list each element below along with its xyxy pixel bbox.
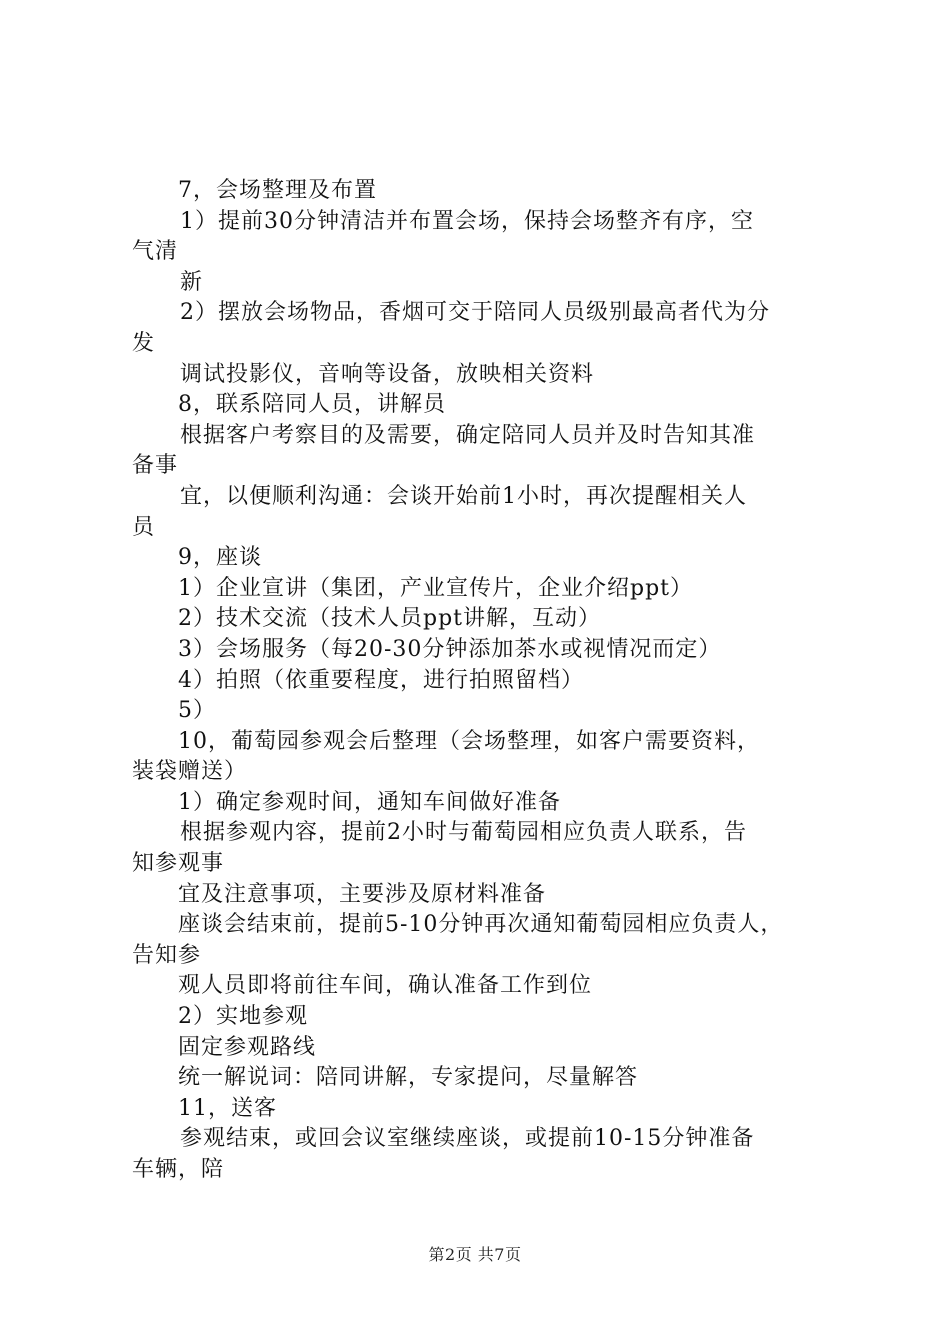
text-line: 观人员即将前往车间，确认准备工作到位 (178, 973, 593, 999)
text-line: 备事 (132, 453, 179, 479)
text-line: 2）实地参观 (178, 1004, 308, 1030)
text-line: 参观结束，或回会议室继续座谈，或提前10-15分钟准备 (180, 1126, 755, 1152)
text-line: 1）确定参观时间，通知车间做好准备 (178, 789, 561, 815)
text-line: 2）摆放会场物品，香烟可交于陪同人员级别最高者代为分 (180, 300, 770, 326)
text-line: 9，座谈 (178, 545, 262, 571)
text-line: 新 (180, 269, 204, 295)
text-line: 宜，以便顺利沟通：会谈开始前1小时，再次提醒相关人 (180, 483, 747, 509)
text-line: 装袋赠送） (132, 759, 248, 785)
text-line: 1）企业宣讲（集团，产业宣传片，企业介绍ppt） (178, 575, 694, 601)
text-line: 7，会场整理及布置 (178, 178, 377, 203)
text-line: 11，送客 (178, 1095, 277, 1121)
text-line: 告知参 (132, 942, 202, 968)
text-line: 8，联系陪同人员，讲解员 (178, 392, 446, 418)
text-line: 1）提前30分钟清洁并布置会场，保持会场整齐有序，空 (180, 208, 754, 234)
text-line: 固定参观路线 (178, 1034, 317, 1060)
page-footer: 第2页 共7页 (428, 1245, 522, 1264)
text-line: 发 (132, 330, 156, 356)
text-line: 座谈会结束前，提前5-10分钟再次通知葡萄园相应负责人， (178, 912, 784, 938)
text-line: 10，葡萄园参观会后整理（会场整理，如客户需要资料， (178, 728, 760, 754)
text-line: 统一解说词：陪同讲解，专家提问，尽量解答 (178, 1065, 639, 1091)
text-line: 5） (178, 698, 216, 724)
text-line: 车辆，陪 (132, 1157, 225, 1182)
text-line: 3）会场服务（每20-30分钟添加茶水或视情况而定） (178, 636, 722, 662)
text-line: 调试投影仪，音响等设备，放映相关资料 (180, 361, 595, 387)
text-line: 宜及注意事项，主要涉及原材料准备 (178, 881, 547, 907)
document-body (132, 176, 832, 1186)
text-line: 根据客户考察目的及需要，确定陪同人员并及时告知其准 (180, 422, 756, 448)
text-line: 员 (132, 514, 156, 540)
text-line: 4）拍照（依重要程度，进行拍照留档） (178, 667, 584, 693)
text-line: 气清 (132, 239, 179, 265)
text-line: 知参观事 (132, 851, 225, 877)
text-line: 2）技术交流（技术人员ppt讲解，互动） (178, 606, 602, 632)
text-line: 根据参观内容，提前2小时与葡萄园相应负责人联系，告 (180, 820, 747, 846)
